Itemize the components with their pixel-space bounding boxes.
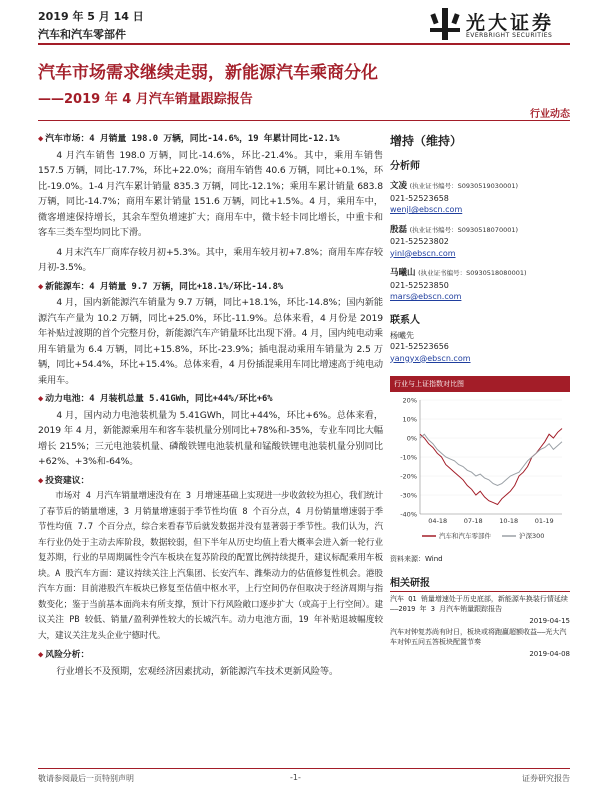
contact-heading: 联系人 — [390, 314, 420, 326]
analyst-card — [390, 180, 570, 216]
related-report-link[interactable]: 汽车 Q1 销量增速处于历史底部，新能源车换装行情延续——2019 年 3 月汽车销量跟踪报告 — [390, 595, 568, 613]
analyst-name: 殷磊 — [390, 224, 408, 235]
related-report-link[interactable]: 汽车对钟复苏尚有时日，板块或将跑赢超额收益——光大汽车对钟五问五答板块配置节奏 — [390, 628, 567, 646]
chart-legend-label: 沪深300 — [519, 532, 545, 540]
company-logo — [430, 8, 570, 42]
analyst-email-link[interactable]: mars@ebscn.com — [390, 292, 462, 301]
analyst-card — [390, 224, 570, 260]
contact-phone: 021-52523656 — [390, 342, 449, 351]
chart-x-tick-label: 07-18 — [463, 517, 483, 525]
logo-subtext: EVERBRIGHT SECURITIES — [466, 32, 553, 39]
report-type-tag: 行业动态 — [530, 109, 570, 120]
diamond-bullet-icon: ◆ — [38, 134, 44, 144]
analyst-heading: 分析师 — [390, 161, 420, 172]
analyst-email-link[interactable]: yinl@ebscn.com — [390, 248, 456, 258]
section-title-battery: ◆ 动力电池：4 月装机总量 5.41GWh，同比+44%/环比+6% — [38, 394, 273, 404]
comparison-chart — [390, 392, 570, 552]
section-paragraph: 4 月，国内新能源汽车销量为 9.7 万辆，同比+18.1%，环比-14.8%；国内新能源汽车产量为 10.2 万辆，同比+25.0%，环比-11.9%。总体来看，4 月份是 2019 年补贴过渡期的首个完整月份，新能源汽车产销量环比出现下滑。4 月，国内纯电动乘用车销量为 6.4 万辆，同比+15.8%，环比-23.9%；插电混动乘用车销量为 2.5 万辆，同比+54.4%，环比+15.4%。总体来看，4 月份插混乘用车同比增速高于纯电动乘用车。 — [38, 297, 383, 386]
diamond-bullet-icon: ◆ — [38, 281, 44, 292]
diamond-bullet-icon: ◆ — [38, 394, 44, 404]
title-rule — [38, 120, 570, 121]
contact-card — [390, 330, 570, 365]
section-paragraph: 行业增长不及预期，宏观经济因素扰动，新能源汽车技术更新风险等。 — [56, 665, 339, 677]
analyst-license: (执业证书编号：S0930518080001) — [418, 269, 527, 277]
section-paragraph: 4 月汽车销售 198.0 万辆，同比-14.6%，环比-21.4%。其中，乘用车销售 157.5 万辆，同比-17.7%，环比+22.0%；商用车销售 40.6 万辆，同比+0.1%，环比-19.0%。1-4 月汽车累计销量 835.3 万辆，同比-12.1%；乘用车累计销量 683.8 万辆，同比-14.7%；商用车累计销量 151.6 万辆，同比+1.5%。4 月，乘用车中，微客增速保持增长，其余车型负增速扩大；商用车中，微卡轻卡同比增长，中重卡和客车三类车型均同比下滑。 — [38, 149, 383, 238]
contact-email-link[interactable]: yangyx@ebscn.com — [390, 353, 471, 363]
industry-category: 汽车和汽车零部件 — [38, 28, 126, 41]
related-reports-heading: 相关研报 — [390, 574, 570, 592]
footer-label: 证券研究报告 — [522, 774, 570, 783]
section-paragraph: 4 月末汽车厂商库存较月初+5.3%。其中，乘用车较月初+7.8%；商用车库存较月初-3.5%。 — [38, 246, 383, 273]
chart-y-tick-label: -30% — [400, 491, 417, 500]
chart-y-tick-label: 20% — [402, 396, 417, 405]
section-title-risk: ◆ 风险分析： — [38, 650, 90, 660]
related-report-date: 2019-04-08 — [529, 650, 570, 658]
analyst-license: (执业证书编号：S0930518070001) — [409, 225, 519, 234]
chart-series-line — [420, 434, 562, 485]
header-rule — [38, 43, 570, 45]
section-title-market: ◆ 汽车市场：4 月销量 198.0 万辆，同比-14.6%，19 年累计同比-12.1% — [38, 134, 340, 144]
section-title-nev: ◆ 新能源车：4 月销量 9.7 万辆，同比+18.1%/环比-14.8% — [38, 281, 284, 292]
page-number: -1- — [290, 773, 301, 782]
footer-rule — [38, 768, 570, 769]
chart-legend-label: 汽车和汽车零部件 — [439, 532, 491, 540]
chart-svg — [390, 392, 570, 552]
contact-name: 杨曦先 — [390, 330, 414, 340]
rating: 增持（维持） — [390, 134, 463, 148]
logo-text: 光大证券 — [466, 12, 555, 34]
chart-series-line — [420, 429, 562, 505]
analyst-card — [390, 267, 570, 303]
diamond-bullet-icon: ◆ — [38, 650, 44, 660]
chart-y-tick-label: 10% — [402, 415, 417, 424]
chart-title: 行业与上证指数对比图 — [390, 376, 570, 392]
chart-y-tick-label: -40% — [400, 510, 417, 519]
analyst-name: 马曦山 — [390, 268, 416, 278]
report-subtitle: ——2019 年 4 月汽车销量跟踪报告 — [38, 92, 253, 107]
footer-disclaimer: 敬请参阅最后一页特别声明 — [38, 774, 134, 783]
chart-y-tick-label: -20% — [400, 472, 417, 481]
chart-x-tick-label: 01-19 — [534, 517, 554, 525]
chart-x-tick-label: 04-18 — [428, 517, 448, 525]
chart-y-tick-label: -10% — [400, 453, 417, 462]
analyst-email-link[interactable]: wenjl@ebscn.com — [390, 205, 463, 214]
report-title: 汽车市场需求继续走弱，新能源汽车乘商分化 — [38, 63, 378, 83]
related-report-date: 2019-04-15 — [529, 617, 570, 625]
section-title-investment: ◆ 投资建议： — [38, 475, 90, 486]
header-date: 2019 年 5 月 14 日 — [38, 10, 144, 23]
analyst-phone: 021-52523658 — [390, 193, 449, 203]
main-column — [38, 128, 383, 679]
logo-mark-icon — [430, 8, 460, 40]
analyst-phone: 021-52523850 — [390, 280, 449, 290]
chart-x-tick-label: 10-18 — [499, 517, 519, 525]
chart-source: 资料来源：Wind — [390, 555, 443, 563]
analyst-name: 文凌 — [390, 181, 408, 191]
analyst-phone: 021-52523802 — [390, 237, 449, 246]
diamond-bullet-icon: ◆ — [38, 475, 44, 486]
sidebar — [390, 128, 570, 658]
chart-y-tick-label: 0% — [406, 434, 417, 443]
analyst-license: (执业证书编号：S0930519030001) — [409, 182, 519, 190]
section-paragraph: 市场对 4 月汽车销量增速没有在 3 月增速基础上实现进一步收敛较为担心，我们统计了春节后的销量增速，3 月销量增速弱于季节性均值 8 个百分点，4 月份销量增速弱于季节性均值 7.7 个百分点，综合来看春节后就发数据并没有显著弱于季节性。我们认为，汽车行业仍处于主动去库阶段，数据较弱，但下半年从历史均值上看大概率会进入新一轮行业复苏期，行业的早周期属性令汽车板块在复苏阶段的配置比例持续提升，建议标配乘用车板块。A 股汽车方面：建议持续关注上汽集团、长安汽车、潍柴动力的估值修复性机会。港股汽车方面：目前港股汽车板块已修复至估值中枢水平，上行空间仍存但取决于经济周期与指数变化；鉴于当前基本面尚未有所支撑，预计下行风险敞口逐步扩大（或高于上行空间）。建议关注 PB 较低、销量/盈利弹性较大的长城汽车。动力电池方面，19 年补贴退坡幅度较大，建议关注龙头企业宁德时代。 — [38, 491, 383, 641]
section-paragraph: 4 月，国内动力电池装机量为 5.41GWh，同比+44%，环比+6%。总体来看，2019 年 4 月，新能源乘用车和客车装机量分别同比+78%和-35%，专业车同比大幅增长 215%；三元电池装机量、磷酸铁锂电池装机量和锰酸铁锂电池装机量分别同比+62%、+3%和-64%。 — [38, 409, 383, 467]
